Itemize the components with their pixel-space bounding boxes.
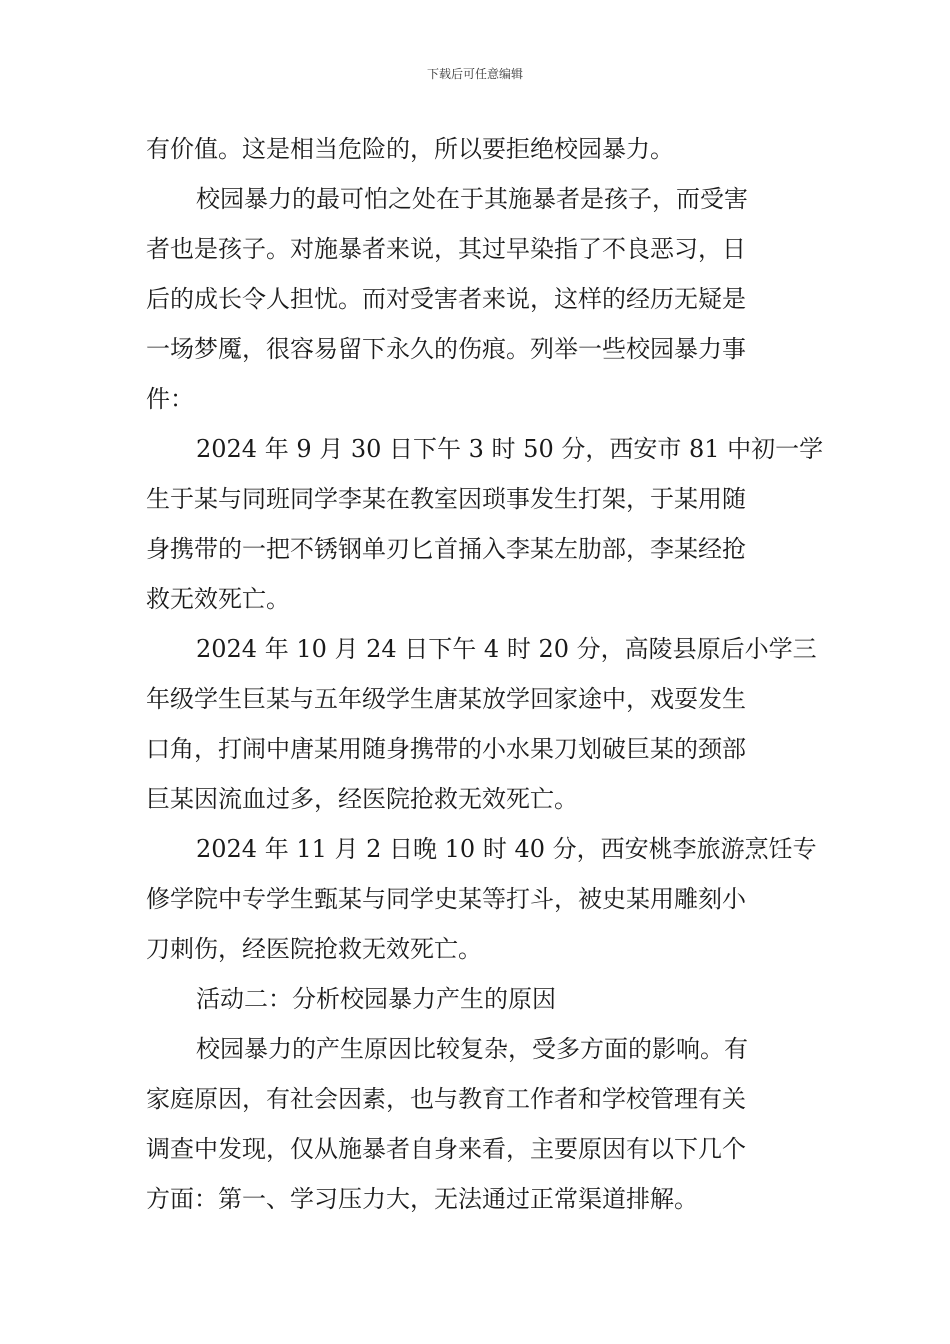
paragraph xyxy=(146,824,817,974)
text-line: 调查中发现，仅从施暴者自身来看，主要原因有以下几个 xyxy=(146,1135,746,1163)
text-line: 身携带的一把不锈钢单刃匕首捅入李某左肋部，李某经抢 xyxy=(146,535,746,563)
text-line: 救无效死亡。 xyxy=(146,585,290,613)
text-line: 一场梦魇，很容易留下永久的伤痕。列举一些校园暴力事 xyxy=(146,335,746,363)
document-body xyxy=(146,124,824,1224)
paragraph xyxy=(146,124,810,174)
text-line: 修学院中专学生甄某与同学史某等打斗，被史某用雕刻小 xyxy=(146,885,746,913)
text-line: 有价值。这是相当危险的，所以要拒绝校园暴力。 xyxy=(146,135,674,163)
paragraph xyxy=(146,424,824,624)
paragraph xyxy=(146,174,810,424)
text-line: 校园暴力的最可怕之处在于其施暴者是孩子，而受害 xyxy=(196,185,748,213)
text-line: 2024 年 9 月 30 日下午 3 时 50 分，西安市 81 中初一学 xyxy=(196,435,824,463)
text-line: 生于某与同班同学李某在教室因琐事发生打架，于某用随 xyxy=(146,485,746,513)
paragraph xyxy=(146,974,810,1024)
paragraph xyxy=(146,1024,810,1224)
text-line: 家庭原因，有社会因素，也与教育工作者和学校管理有关 xyxy=(146,1085,746,1113)
text-line: 2024 年 10 月 24 日下午 4 时 20 分，高陵县原后小学三 xyxy=(196,635,817,663)
text-line: 后的成长令人担忧。而对受害者来说，这样的经历无疑是 xyxy=(146,285,746,313)
text-line: 件： xyxy=(146,385,194,413)
text-line: 刀刺伤，经医院抢救无效死亡。 xyxy=(146,935,482,963)
text-line: 年级学生巨某与五年级学生唐某放学回家途中，戏耍发生 xyxy=(146,685,746,713)
text-line: 方面：第一、学习压力大，无法通过正常渠道排解。 xyxy=(146,1185,698,1213)
text-line: 活动二：分析校园暴力产生的原因 xyxy=(196,985,556,1013)
text-line: 巨某因流血过多，经医院抢救无效死亡。 xyxy=(146,785,578,813)
text-line: 2024 年 11 月 2 日晚 10 时 40 分，西安桃李旅游烹饪专 xyxy=(196,835,817,863)
paragraph xyxy=(146,624,817,824)
text-line: 口角，打闹中唐某用随身携带的小水果刀划破巨某的颈部 xyxy=(146,735,746,763)
page-header: 下载后可任意编辑 xyxy=(426,67,523,81)
text-line: 者也是孩子。对施暴者来说，其过早染指了不良恶习，日 xyxy=(146,235,746,263)
text-line: 校园暴力的产生原因比较复杂，受多方面的影响。有 xyxy=(196,1035,748,1063)
